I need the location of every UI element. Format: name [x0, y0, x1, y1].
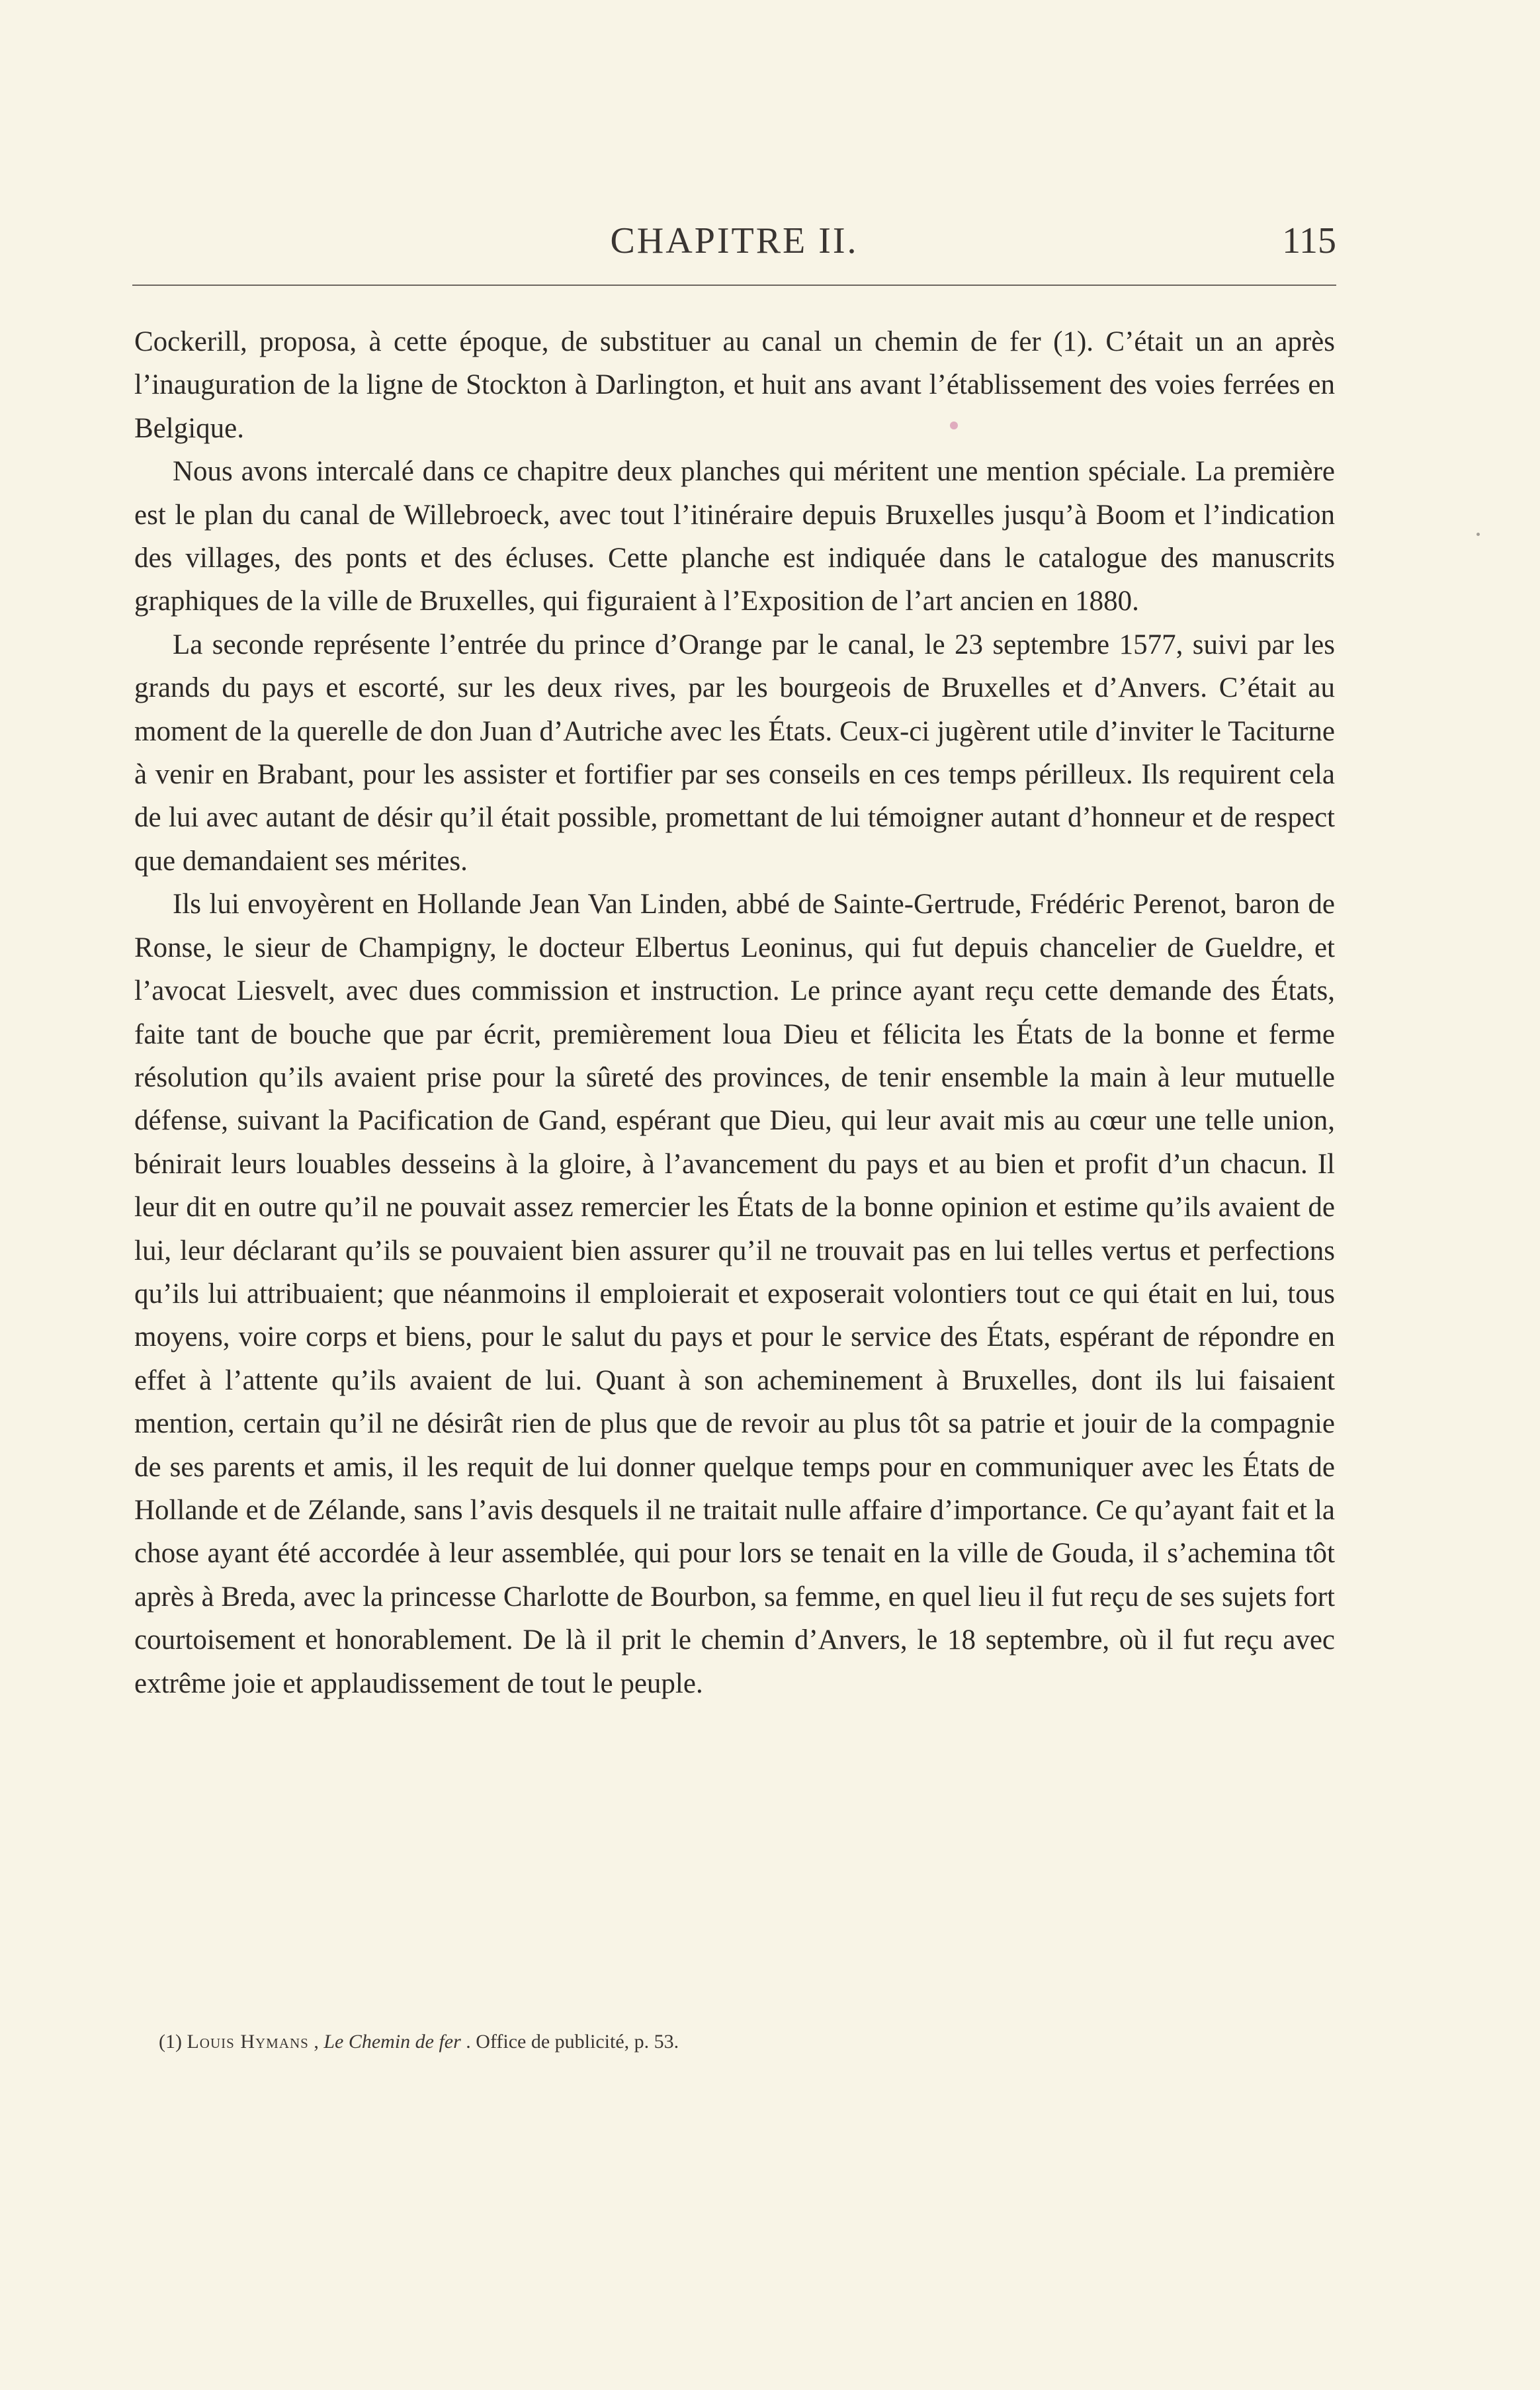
running-header	[132, 220, 1336, 273]
paragraph-4: Ils lui envoyèrent en Hollande Jean Van Linden, abbé de Sainte-Gertrude, Frédéric Perenot, baron de Ronse, le sieur de Champigny, le docteur Elbertus Leoninus, qui fut depuis chancelier de Gueldre, et l’avocat Liesvelt, avec dues commission et instruction. Le prince ayant reçu cette demande des États, faite tant de bouche que par écrit, premièrement loua Dieu et félicita les États de la bonne et ferme résolution qu’ils avaient prise pour la sûreté des provinces, de tenir ensemble la main à leur mutuelle défense, suivant la Pacification de Gand, espérant que Dieu, qui leur avait mis au cœur une telle union, bénirait leurs louables desseins à la gloire, à l’avancement du pays et au bien et profit d’un chacun. Il leur dit en outre qu’il ne pouvait assez remercier les États de la bonne opinion et estime qu’ils avaient de lui, leur déclarant qu’ils se pouvaient bien assurer qu’il ne trouvait pas en lui telles vertus et perfections qu’ils lui attribuaient; que néanmoins il emploierait et exposerait volontiers tout ce qui était en lui, tous moyens, voire corps et biens, pour le salut du pays et pour le service des États, espérant de répondre en effet à l’attente qu’ils avaient de lui. Quant à son acheminement à Bruxelles, dont ils lui faisaient mention, certain qu’il ne désirât rien de plus que de revoir au plus tôt sa patrie et jouir de la compagnie de ses parents et amis, il les requit de lui donner quelque temps pour en communiquer avec les États de Hollande et de Zélande, sans l’avis desquels il ne traitait nulle affaire d’importance. Ce qu’ayant fait et la chose ayant été accordée à leur assemblée, qui pour lors se tenait en la ville de Gouda, il s’achemina tôt après à Breda, avec la princesse Charlotte de Bourbon, sa femme, en quel lieu il fut reçu de ses sujets fort courtoisement et honorablement. De là il prit le chemin d’Anvers, le 18 septembre, où il fut reçu avec extrême joie et applaudissement de tout le peuple.	[134, 889, 1335, 1699]
paragraph-3: La seconde représente l’entrée du prince d’Orange par le canal, le 23 septembre 1577, suivi par les grands du pays et escorté, sur les deux rives, par les bourgeois de Bruxelles et d’Anvers. C’était au moment de la querelle de don Juan d’Autriche avec les États. Ceux-ci jugèrent utile d’inviter le Taciturne à venir en Brabant, pour les assister et fortifier par ses conseils en ces temps périlleux. Ils requirent cela de lui avec autant de désir qu’il était possible, promettant de lui témoigner autant d’honneur et de respect que demandaient ses mérites.	[134, 629, 1335, 877]
footnote-rest: . Office de publicité, p. 53.	[466, 2031, 679, 2053]
paragraph-1: Cockerill, proposa, à cette époque, de substituer au canal un chemin de fer (1). C’était un an après l’inauguration de la ligne de Stockton à Darlington, et huit ans avant l’établissement des voies ferrées en Belgique.	[134, 326, 1335, 444]
chapter-title: CHAPITRE II.	[610, 220, 859, 261]
header-rule	[132, 285, 1336, 286]
body-text	[134, 320, 1335, 1705]
page-number: 115	[1282, 220, 1336, 261]
dark-speck	[1476, 533, 1480, 536]
footnote: (1) Louis Hymans , Le Chemin de fer . Office de publicité, p. 53.	[159, 2031, 679, 2053]
footnote-author: Louis Hymans	[187, 2031, 309, 2053]
footnote-title: Le Chemin de fer	[323, 2031, 461, 2053]
paragraph-2: Nous avons intercalé dans ce chapitre deux planches qui méritent une mention spéciale. La première est le plan du canal de Willebroeck, avec tout l’itinéraire depuis Bruxelles jusqu’à Boom et l’indication des villages, des ponts et des écluses. Cette planche est indiquée dans le catalogue des manuscrits graphiques de la ville de Bruxelles, qui figuraient à l’Exposition de l’art ancien en 1880.	[134, 456, 1335, 617]
footnote-marker: (1)	[159, 2031, 182, 2053]
pink-speck	[950, 421, 958, 429]
